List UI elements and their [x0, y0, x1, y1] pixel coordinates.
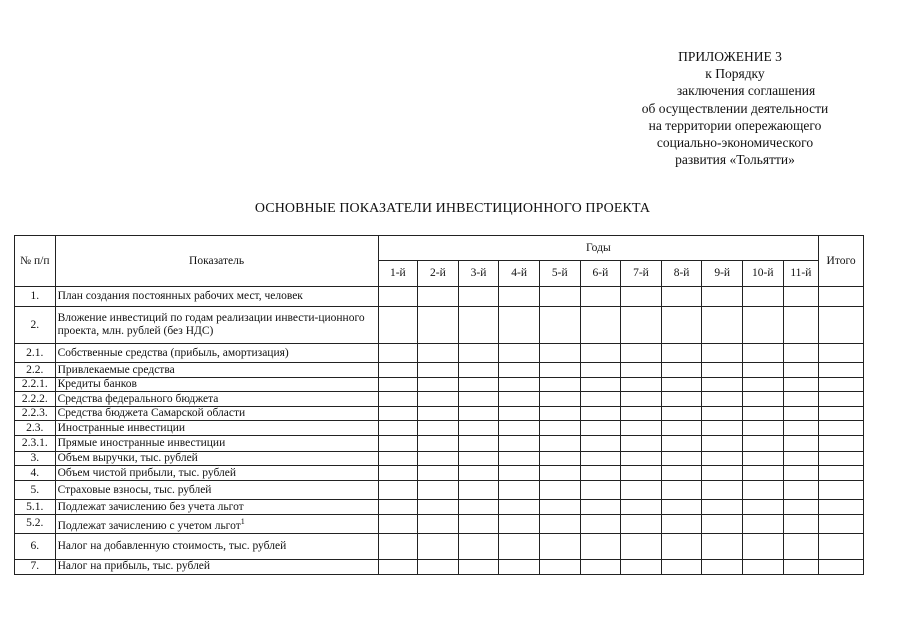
row-number: 2.2.2. — [15, 392, 56, 407]
year-value-cell — [621, 466, 662, 481]
year-value-cell — [580, 500, 621, 515]
total-value-cell — [819, 344, 864, 363]
year-value-cell — [661, 515, 702, 534]
column-header-total: Итого — [819, 236, 864, 287]
year-header-cell: 9-й — [702, 261, 743, 287]
year-value-cell — [580, 466, 621, 481]
row-indicator — [55, 392, 378, 407]
year-value-cell — [378, 559, 418, 574]
row-number: 2.3. — [15, 421, 56, 436]
year-value-cell — [742, 287, 783, 307]
row-indicator-label: План создания постоянных рабочих мест, человек — [57, 290, 303, 302]
footnote-marker: 1 — [240, 517, 245, 526]
appendix-line: развития «Тольятти» — [675, 152, 795, 168]
year-value-cell — [378, 307, 418, 344]
year-value-cell — [621, 500, 662, 515]
row-indicator — [55, 466, 378, 481]
total-value-cell — [819, 452, 864, 466]
year-value-cell — [742, 436, 783, 452]
row-indicator-label: Объем выручки, тыс. рублей — [57, 452, 198, 464]
year-value-cell — [499, 407, 540, 421]
table-row — [15, 436, 864, 452]
row-indicator — [55, 559, 378, 574]
row-number: 6. — [15, 533, 56, 559]
year-value-cell — [378, 533, 418, 559]
year-value-cell — [458, 452, 499, 466]
row-number: 5.2. — [15, 515, 56, 534]
year-value-cell — [378, 466, 418, 481]
table-row — [15, 559, 864, 574]
total-value-cell — [819, 392, 864, 407]
year-value-cell — [499, 500, 540, 515]
year-value-cell — [580, 452, 621, 466]
row-indicator-label: Иностранные инвестиции — [57, 421, 186, 434]
year-header-cell: 11-й — [783, 261, 819, 287]
year-value-cell — [499, 452, 540, 466]
year-header-cell: 5-й — [539, 261, 580, 287]
table-row — [15, 533, 864, 559]
year-value-cell — [580, 436, 621, 452]
year-value-cell — [621, 515, 662, 534]
year-value-cell — [378, 421, 418, 436]
year-value-cell — [458, 436, 499, 452]
year-value-cell — [661, 287, 702, 307]
year-value-cell — [742, 378, 783, 392]
total-value-cell — [819, 559, 864, 574]
year-value-cell — [742, 363, 783, 378]
row-indicator-label: Привлекаемые средства — [57, 363, 175, 376]
row-indicator-label: Вложение инвестиций по годам реализации инвести-ционного проекта, млн. рублей (без НДС) — [57, 312, 365, 337]
year-value-cell — [702, 421, 743, 436]
year-value-cell — [418, 344, 459, 363]
row-indicator-label: Налог на добавленную стоимость, тыс. рублей — [57, 539, 287, 552]
year-value-cell — [378, 452, 418, 466]
year-value-cell — [458, 533, 499, 559]
row-indicator — [55, 436, 378, 452]
row-indicator — [55, 407, 378, 421]
table-row — [15, 363, 864, 378]
row-number: 2.1. — [15, 344, 56, 363]
year-header-cell: 6-й — [580, 261, 621, 287]
year-value-cell — [539, 533, 580, 559]
row-number: 3. — [15, 452, 56, 466]
appendix-line: на территории опережающего — [648, 117, 822, 133]
year-value-cell — [621, 452, 662, 466]
year-value-cell — [580, 392, 621, 407]
year-value-cell — [580, 307, 621, 344]
year-value-cell — [458, 421, 499, 436]
row-indicator-label: Собственные средства (прибыль, амортизация) — [57, 346, 289, 359]
year-value-cell — [539, 436, 580, 452]
year-value-cell — [621, 559, 662, 574]
year-value-cell — [783, 421, 819, 436]
year-value-cell — [742, 559, 783, 574]
year-value-cell — [702, 533, 743, 559]
year-value-cell — [621, 533, 662, 559]
year-value-cell — [539, 421, 580, 436]
year-value-cell — [458, 344, 499, 363]
year-value-cell — [580, 533, 621, 559]
year-value-cell — [742, 421, 783, 436]
row-indicator — [55, 344, 378, 363]
year-value-cell — [661, 363, 702, 378]
year-value-cell — [621, 421, 662, 436]
row-indicator-label: Налог на прибыль, тыс. рублей — [57, 560, 211, 573]
total-value-cell — [819, 481, 864, 500]
year-value-cell — [742, 407, 783, 421]
year-value-cell — [539, 559, 580, 574]
table-header-row — [15, 236, 864, 261]
year-value-cell — [539, 407, 580, 421]
year-value-cell — [783, 307, 819, 344]
year-value-cell — [418, 407, 459, 421]
year-header-cell: 2-й — [418, 261, 459, 287]
year-value-cell — [418, 500, 459, 515]
column-header-years: Годы — [378, 236, 819, 261]
year-value-cell — [418, 307, 459, 344]
year-value-cell — [580, 363, 621, 378]
row-number: 2.3.1. — [15, 436, 56, 452]
year-value-cell — [742, 533, 783, 559]
appendix-line: к Порядку — [705, 66, 765, 82]
total-value-cell — [819, 515, 864, 534]
year-value-cell — [378, 436, 418, 452]
year-value-cell — [702, 378, 743, 392]
year-value-cell — [458, 407, 499, 421]
year-value-cell — [702, 363, 743, 378]
row-number: 2.2.3. — [15, 407, 56, 421]
year-value-cell — [499, 481, 540, 500]
year-value-cell — [458, 515, 499, 534]
total-value-cell — [819, 466, 864, 481]
year-header-cell: 1-й — [378, 261, 418, 287]
row-indicator-label: Прямые иностранные инвестиции — [57, 437, 226, 449]
row-indicator — [55, 307, 378, 344]
year-value-cell — [580, 378, 621, 392]
year-value-cell — [661, 559, 702, 574]
appendix-line: социально-экономического — [656, 135, 814, 151]
row-number: 2.2. — [15, 363, 56, 378]
year-value-cell — [458, 307, 499, 344]
row-number: 5. — [15, 481, 56, 500]
year-value-cell — [783, 436, 819, 452]
year-value-cell — [661, 452, 702, 466]
year-value-cell — [661, 307, 702, 344]
year-value-cell — [499, 559, 540, 574]
year-value-cell — [702, 466, 743, 481]
year-value-cell — [539, 378, 580, 392]
column-header-number: № п/п — [15, 236, 56, 287]
year-value-cell — [378, 344, 418, 363]
row-indicator — [55, 421, 378, 436]
year-value-cell — [661, 533, 702, 559]
year-value-cell — [702, 452, 743, 466]
year-value-cell — [783, 344, 819, 363]
table-row — [15, 378, 864, 392]
year-value-cell — [539, 287, 580, 307]
year-value-cell — [458, 287, 499, 307]
column-header-indicator: Показатель — [55, 236, 378, 287]
year-value-cell — [702, 307, 743, 344]
row-indicator-label: Подлежат зачислению с учетом льгот — [57, 519, 241, 532]
year-value-cell — [702, 515, 743, 534]
year-value-cell — [580, 515, 621, 534]
row-indicator — [55, 452, 378, 466]
row-indicator-label: Объем чистой прибыли, тыс. рублей — [57, 466, 237, 479]
year-value-cell — [702, 392, 743, 407]
row-indicator-label: Средства федерального бюджета — [57, 392, 219, 405]
year-value-cell — [580, 407, 621, 421]
appendix-line: об осуществлении деятельности — [641, 100, 829, 116]
year-value-cell — [458, 392, 499, 407]
year-value-cell — [418, 287, 459, 307]
year-header-cell: 10-й — [742, 261, 783, 287]
table-row — [15, 287, 864, 307]
year-value-cell — [621, 363, 662, 378]
total-value-cell — [819, 307, 864, 344]
year-value-cell — [702, 407, 743, 421]
year-value-cell — [499, 421, 540, 436]
year-value-cell — [458, 559, 499, 574]
year-value-cell — [621, 392, 662, 407]
year-value-cell — [499, 307, 540, 344]
table-row — [15, 452, 864, 466]
year-value-cell — [661, 500, 702, 515]
year-value-cell — [378, 515, 418, 534]
year-value-cell — [783, 392, 819, 407]
year-value-cell — [661, 392, 702, 407]
year-value-cell — [539, 344, 580, 363]
year-value-cell — [742, 452, 783, 466]
row-indicator — [55, 533, 378, 559]
year-value-cell — [661, 421, 702, 436]
year-value-cell — [499, 378, 540, 392]
year-value-cell — [499, 515, 540, 534]
row-number: 7. — [15, 559, 56, 574]
year-value-cell — [621, 481, 662, 500]
year-value-cell — [580, 421, 621, 436]
year-value-cell — [539, 307, 580, 344]
year-value-cell — [499, 287, 540, 307]
total-value-cell — [819, 407, 864, 421]
year-value-cell — [378, 287, 418, 307]
year-value-cell — [783, 515, 819, 534]
year-value-cell — [499, 344, 540, 363]
table-row — [15, 407, 864, 421]
year-header-cell: 8-й — [661, 261, 702, 287]
appendix-line: заключения соглашения — [676, 83, 816, 99]
year-value-cell — [580, 559, 621, 574]
year-value-cell — [661, 407, 702, 421]
year-value-cell — [580, 481, 621, 500]
year-value-cell — [783, 363, 819, 378]
year-value-cell — [418, 421, 459, 436]
year-value-cell — [742, 500, 783, 515]
year-value-cell — [580, 287, 621, 307]
year-value-cell — [580, 344, 621, 363]
year-value-cell — [499, 533, 540, 559]
year-value-cell — [661, 344, 702, 363]
year-value-cell — [621, 436, 662, 452]
year-value-cell — [742, 481, 783, 500]
year-header-cell: 3-й — [458, 261, 499, 287]
total-value-cell — [819, 421, 864, 436]
indicators-table — [14, 235, 864, 575]
row-indicator-label: Страховые взносы, тыс. рублей — [57, 483, 212, 496]
row-number: 4. — [15, 466, 56, 481]
year-value-cell — [783, 378, 819, 392]
year-value-cell — [539, 392, 580, 407]
total-value-cell — [819, 533, 864, 559]
year-value-cell — [539, 452, 580, 466]
year-value-cell — [539, 363, 580, 378]
year-value-cell — [458, 481, 499, 500]
year-value-cell — [742, 466, 783, 481]
row-indicator — [55, 481, 378, 500]
row-number: 1. — [15, 287, 56, 307]
year-value-cell — [621, 378, 662, 392]
row-indicator — [55, 500, 378, 515]
year-value-cell — [539, 500, 580, 515]
year-value-cell — [742, 307, 783, 344]
year-value-cell — [418, 436, 459, 452]
year-value-cell — [783, 452, 819, 466]
year-value-cell — [742, 344, 783, 363]
year-header-cell: 7-й — [621, 261, 662, 287]
year-value-cell — [661, 378, 702, 392]
total-value-cell — [819, 500, 864, 515]
year-value-cell — [621, 407, 662, 421]
year-value-cell — [742, 515, 783, 534]
year-value-cell — [783, 533, 819, 559]
year-value-cell — [418, 466, 459, 481]
year-value-cell — [661, 466, 702, 481]
row-indicator — [55, 363, 378, 378]
row-number: 5.1. — [15, 500, 56, 515]
table-row — [15, 500, 864, 515]
appendix-line: ПРИЛОЖЕНИЕ 3 — [678, 49, 782, 64]
row-indicator-label: Кредиты банков — [57, 378, 137, 390]
table-row — [15, 307, 864, 344]
row-number: 2. — [15, 307, 56, 344]
year-value-cell — [499, 363, 540, 378]
year-value-cell — [418, 481, 459, 500]
year-value-cell — [661, 436, 702, 452]
year-value-cell — [378, 363, 418, 378]
year-value-cell — [418, 392, 459, 407]
table-row — [15, 466, 864, 481]
year-value-cell — [458, 466, 499, 481]
year-header-cell: 4-й — [499, 261, 540, 287]
year-value-cell — [621, 307, 662, 344]
year-value-cell — [499, 436, 540, 452]
year-value-cell — [539, 466, 580, 481]
year-value-cell — [539, 481, 580, 500]
year-value-cell — [742, 392, 783, 407]
year-value-cell — [621, 344, 662, 363]
row-indicator — [55, 287, 378, 307]
year-value-cell — [783, 407, 819, 421]
table-row — [15, 481, 864, 500]
total-value-cell — [819, 378, 864, 392]
year-value-cell — [702, 436, 743, 452]
year-value-cell — [702, 344, 743, 363]
table-row — [15, 515, 864, 534]
document-title: ОСНОВНЫЕ ПОКАЗАТЕЛИ ИНВЕСТИЦИОННОГО ПРОЕКТА — [254, 201, 651, 216]
year-value-cell — [702, 500, 743, 515]
row-indicator-label: Подлежат зачислению без учета льгот — [57, 500, 244, 513]
year-value-cell — [783, 500, 819, 515]
total-value-cell — [819, 436, 864, 452]
year-value-cell — [621, 287, 662, 307]
row-indicator — [55, 515, 378, 534]
year-value-cell — [499, 392, 540, 407]
year-value-cell — [418, 378, 459, 392]
year-value-cell — [418, 533, 459, 559]
year-value-cell — [499, 466, 540, 481]
year-value-cell — [378, 392, 418, 407]
table-row — [15, 392, 864, 407]
year-value-cell — [783, 559, 819, 574]
row-number: 2.2.1. — [15, 378, 56, 392]
row-indicator — [55, 378, 378, 392]
year-value-cell — [702, 559, 743, 574]
year-value-cell — [418, 559, 459, 574]
year-value-cell — [458, 363, 499, 378]
year-value-cell — [418, 452, 459, 466]
year-value-cell — [458, 500, 499, 515]
year-value-cell — [783, 481, 819, 500]
year-value-cell — [702, 287, 743, 307]
year-value-cell — [378, 500, 418, 515]
total-value-cell — [819, 287, 864, 307]
year-value-cell — [378, 481, 418, 500]
year-value-cell — [378, 407, 418, 421]
total-value-cell — [819, 363, 864, 378]
appendix-heading — [600, 48, 870, 168]
year-value-cell — [783, 466, 819, 481]
year-value-cell — [418, 363, 459, 378]
year-value-cell — [539, 515, 580, 534]
year-value-cell — [378, 378, 418, 392]
table-row — [15, 344, 864, 363]
year-value-cell — [783, 287, 819, 307]
table-row — [15, 421, 864, 436]
year-value-cell — [702, 481, 743, 500]
year-value-cell — [418, 515, 459, 534]
row-indicator-label: Средства бюджета Самарской области — [57, 407, 246, 419]
year-value-cell — [458, 378, 499, 392]
year-value-cell — [661, 481, 702, 500]
